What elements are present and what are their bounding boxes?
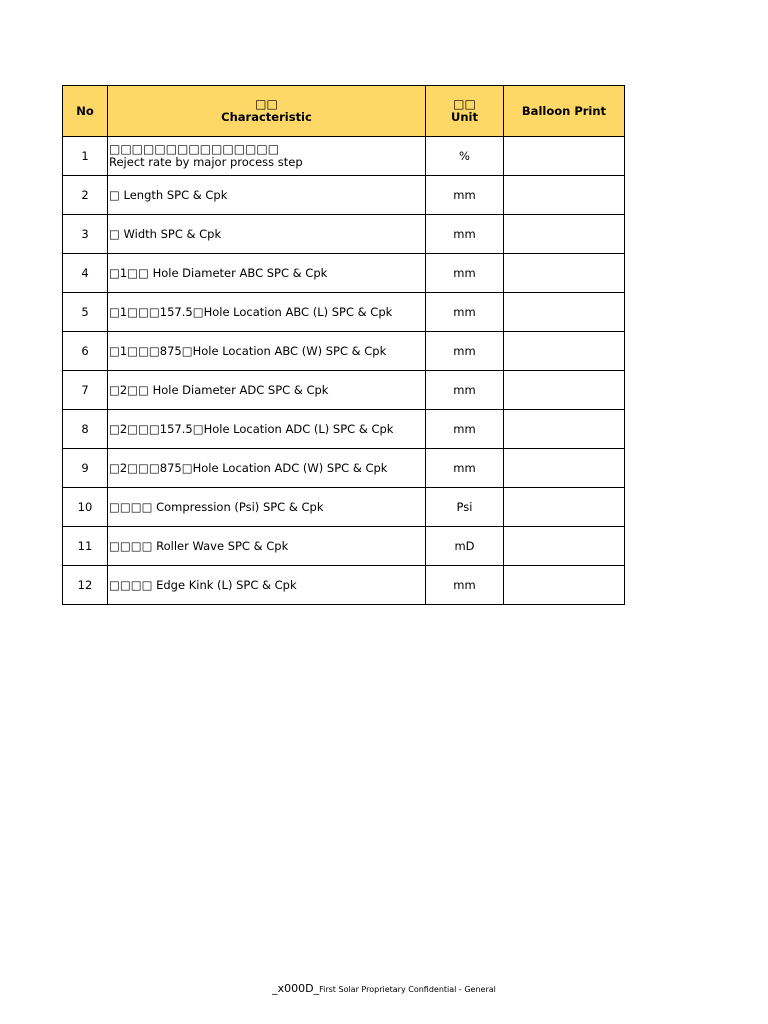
row-unit: mm — [426, 293, 504, 332]
row-no: 4 — [63, 254, 108, 293]
row-no: 8 — [63, 410, 108, 449]
row-characteristic: □2□□□875□Hole Location ADC (W) SPC & Cpk — [108, 449, 426, 488]
row-characteristic: □ Width SPC & Cpk — [108, 215, 426, 254]
row-characteristic — [108, 137, 426, 176]
footer-code: _x000D_ — [272, 982, 320, 995]
header-unit-en: Unit — [451, 110, 478, 124]
table-row — [63, 371, 625, 410]
row-unit: mm — [426, 566, 504, 605]
row-characteristic: □□□□ Compression (Psi) SPC & Cpk — [108, 488, 426, 527]
row-characteristic: □1□□ Hole Diameter ABC SPC & Cpk — [108, 254, 426, 293]
table-row — [63, 254, 625, 293]
row-no: 2 — [63, 176, 108, 215]
row-no: 1 — [63, 137, 108, 176]
row-no: 10 — [63, 488, 108, 527]
row-no: 11 — [63, 527, 108, 566]
row-characteristic: □□□□ Roller Wave SPC & Cpk — [108, 527, 426, 566]
header-characteristic — [108, 86, 426, 137]
footer-confidentiality-label: First Solar Proprietary Confidential - General — [319, 985, 496, 994]
row-balloon-print[interactable] — [504, 410, 625, 449]
row-characteristic: □1□□□875□Hole Location ABC (W) SPC & Cpk — [108, 332, 426, 371]
table-row — [63, 566, 625, 605]
row-unit: mm — [426, 410, 504, 449]
table-row — [63, 293, 625, 332]
row-unit: mm — [426, 449, 504, 488]
row-balloon-print[interactable] — [504, 254, 625, 293]
table-row — [63, 488, 625, 527]
row-characteristic: □1□□□157.5□Hole Location ABC (L) SPC & Cpk — [108, 293, 426, 332]
table-row — [63, 527, 625, 566]
row-no: 5 — [63, 293, 108, 332]
header-no: No — [63, 86, 108, 137]
page-footer — [0, 982, 768, 995]
row-characteristic-en: Reject rate by major process step — [109, 155, 303, 169]
row-balloon-print[interactable] — [504, 215, 625, 254]
row-characteristic: □□□□ Edge Kink (L) SPC & Cpk — [108, 566, 426, 605]
row-characteristic-cn: □□□□□□□□□□□□□□□ — [109, 142, 280, 156]
row-unit: mm — [426, 215, 504, 254]
row-balloon-print[interactable] — [504, 176, 625, 215]
header-unit — [426, 86, 504, 137]
table-row — [63, 215, 625, 254]
row-characteristic: □2□□□157.5□Hole Location ADC (L) SPC & Cpk — [108, 410, 426, 449]
row-unit: mm — [426, 176, 504, 215]
table-row — [63, 449, 625, 488]
header-characteristic-cn: □□ — [255, 97, 278, 111]
row-unit: % — [426, 137, 504, 176]
row-no: 9 — [63, 449, 108, 488]
header-unit-cn: □□ — [453, 97, 476, 111]
table-row — [63, 410, 625, 449]
table-row — [63, 176, 625, 215]
row-no: 6 — [63, 332, 108, 371]
row-unit: mD — [426, 527, 504, 566]
row-balloon-print[interactable] — [504, 332, 625, 371]
row-no: 7 — [63, 371, 108, 410]
row-characteristic: □2□□ Hole Diameter ADC SPC & Cpk — [108, 371, 426, 410]
row-balloon-print[interactable] — [504, 449, 625, 488]
header-balloon-print: Balloon Print — [504, 86, 625, 137]
header-characteristic-en: Characteristic — [221, 110, 312, 124]
row-unit: mm — [426, 254, 504, 293]
row-balloon-print[interactable] — [504, 488, 625, 527]
row-no: 12 — [63, 566, 108, 605]
row-no: 3 — [63, 215, 108, 254]
table-row — [63, 137, 625, 176]
row-balloon-print[interactable] — [504, 527, 625, 566]
row-balloon-print[interactable] — [504, 137, 625, 176]
row-balloon-print[interactable] — [504, 371, 625, 410]
row-unit: mm — [426, 332, 504, 371]
row-balloon-print[interactable] — [504, 566, 625, 605]
header-row — [63, 86, 625, 137]
row-unit: Psi — [426, 488, 504, 527]
row-characteristic: □ Length SPC & Cpk — [108, 176, 426, 215]
characteristics-table — [62, 85, 625, 605]
table-row — [63, 332, 625, 371]
row-balloon-print[interactable] — [504, 293, 625, 332]
row-unit: mm — [426, 371, 504, 410]
